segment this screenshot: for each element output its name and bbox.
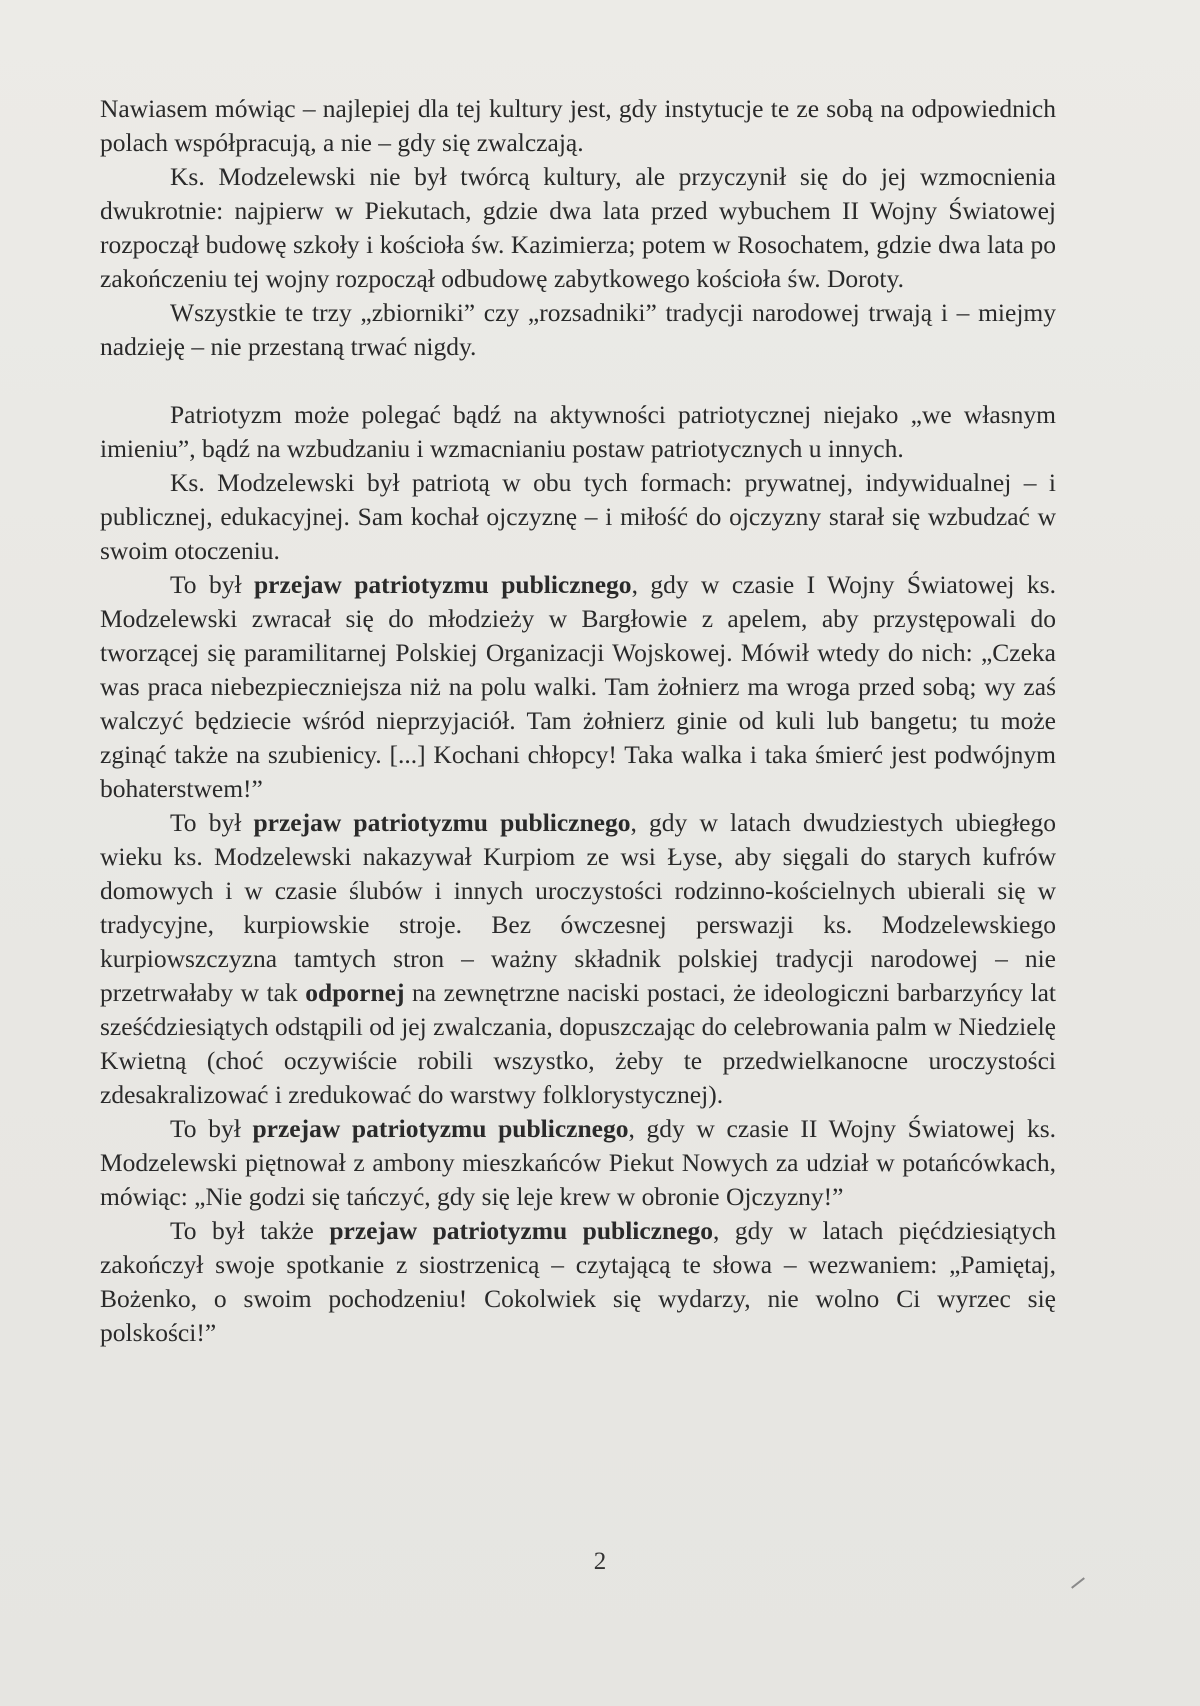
text-segment: , gdy w latach pięćdziesiątych zakończył swoje spotkanie z siostrzenicą – czytającą te słowa – wezwaniem: „Pamiętaj, Bożenko, o swoim pochodzeniu! Cokolwiek się wydarzy, nie wolno Ci wyrzec się polskości!” — [100, 1216, 1056, 1347]
text-segment: Patriotyzm może polegać bądź na aktywności patriotycznej niejako „we własnym imieniu”, bądź na wzbudzaniu i wzmacnianiu postaw patriotycznych u innych. — [100, 400, 1056, 463]
paragraph — [100, 398, 1056, 466]
text-segment: , gdy w czasie II Wojny Światowej ks. Modzelewski piętnował z ambony mieszkańców Piekut Nowych za udział w potańcówkach, mówiąc: „Nie godzi się tańczyć, gdy się leje krew w obronie Ojczyzny!” — [100, 1114, 1056, 1211]
paragraph — [100, 1112, 1056, 1214]
paragraph — [100, 568, 1056, 806]
text-segment: Nawiasem mówiąc – najlepiej dla tej kultury jest, gdy instytucje te ze sobą na odpowiednich polach współpracują, a nie – gdy się zwalczają. — [100, 94, 1056, 157]
paragraph — [100, 1214, 1056, 1350]
paragraph — [100, 92, 1056, 160]
bold-text: przejaw patriotyzmu publicznego — [254, 570, 632, 599]
text-segment: na zewnętrzne naciski postaci, że ideologiczni barbarzyńcy lat sześćdziesiątych odstąpili od jej zwalczania, dopuszczając do celebrowania palm w Niedzielę Kwietną (choć oczywiście robili wszystko, żeby te przedwielkanocne uroczystości zdesakralizować i zredukować do warstwy folklorystycznej). — [100, 978, 1056, 1109]
paragraph — [100, 806, 1056, 1112]
text-segment: Wszystkie te trzy „zbiorniki” czy „rozsadniki” tradycji narodowej trwają i – miejmy nadzieję – nie przestaną trwać nigdy. — [100, 298, 1056, 361]
text-segment: To był także — [170, 1216, 330, 1245]
text-segment: To był — [170, 570, 254, 599]
paragraph — [100, 296, 1056, 364]
bold-text: przejaw patriotyzmu publicznego — [329, 1216, 713, 1245]
body-text — [100, 92, 1056, 1350]
text-segment: To był — [170, 1114, 253, 1143]
pen-mark — [1071, 1577, 1085, 1588]
text-segment: Ks. Modzelewski nie był twórcą kultury, ale przyczynił się do jej wzmocnienia dwukrotnie: najpierw w Piekutach, gdzie dwa lata przed wybuchem II Wojny Światowej rozpoczął budowę szkoły i kościoła św. Kazimierza; potem w Rosochatem, gdzie dwa lata po zakończeniu tej wojny rozpoczął odbudowę zabytkowego kościoła św. Doroty. — [100, 162, 1056, 293]
bold-text: przejaw patriotyzmu publicznego — [252, 1114, 629, 1143]
text-segment: To był — [170, 808, 254, 837]
text-segment: Ks. Modzelewski był patriotą w obu tych formach: prywatnej, indywidualnej – i publicznej, edukacyjnej. Sam kochał ojczyznę – i miłość do ojczyzny starał się wzbudzać w swoim otoczeniu. — [100, 468, 1056, 565]
page-number: 2 — [593, 1548, 607, 1575]
paragraph — [100, 466, 1056, 568]
bold-text: przejaw patriotyzmu publicznego — [253, 808, 631, 837]
paragraph-gap — [100, 364, 1056, 398]
bold-text: odpornej — [305, 978, 405, 1007]
text-segment: , gdy w czasie I Wojny Światowej ks. Modzelewski zwracał się do młodzieży w Bargłowie z apelem, aby przystępowali do tworzącej się paramilitarnej Polskiej Organizacji Wojskowej. Mówił wtedy do nich: „Czeka was praca niebezpieczniejsza niż na polu walki. Tam żołnierz ma wroga przed sobą; wy zaś walczyć będziecie wśród nieprzyjaciół. Tam żołnierz ginie od kuli lub bangetu; tu może zginąć także na szubienicy. [...] Kochani chłopcy! Taka walka i taka śmierć jest podwójnym bohaterstwem!” — [100, 570, 1056, 803]
paragraph — [100, 160, 1056, 296]
text-segment: , gdy w latach dwudziestych ubiegłego wieku ks. Modzelewski nakazywał Kurpiom ze wsi Łyse, aby sięgali do starych kufrów domowych i w czasie ślubów i innych uroczystości rodzinno-kościelnych ubierali się w tradycyjne, kurpiowskie stroje. Bez ówczesnej perswazji ks. Modzelewskiego kurpiowszczyzna tamtych stron – ważny składnik polskiej tradycji narodowej – nie przetrwałaby w tak — [100, 808, 1056, 1007]
